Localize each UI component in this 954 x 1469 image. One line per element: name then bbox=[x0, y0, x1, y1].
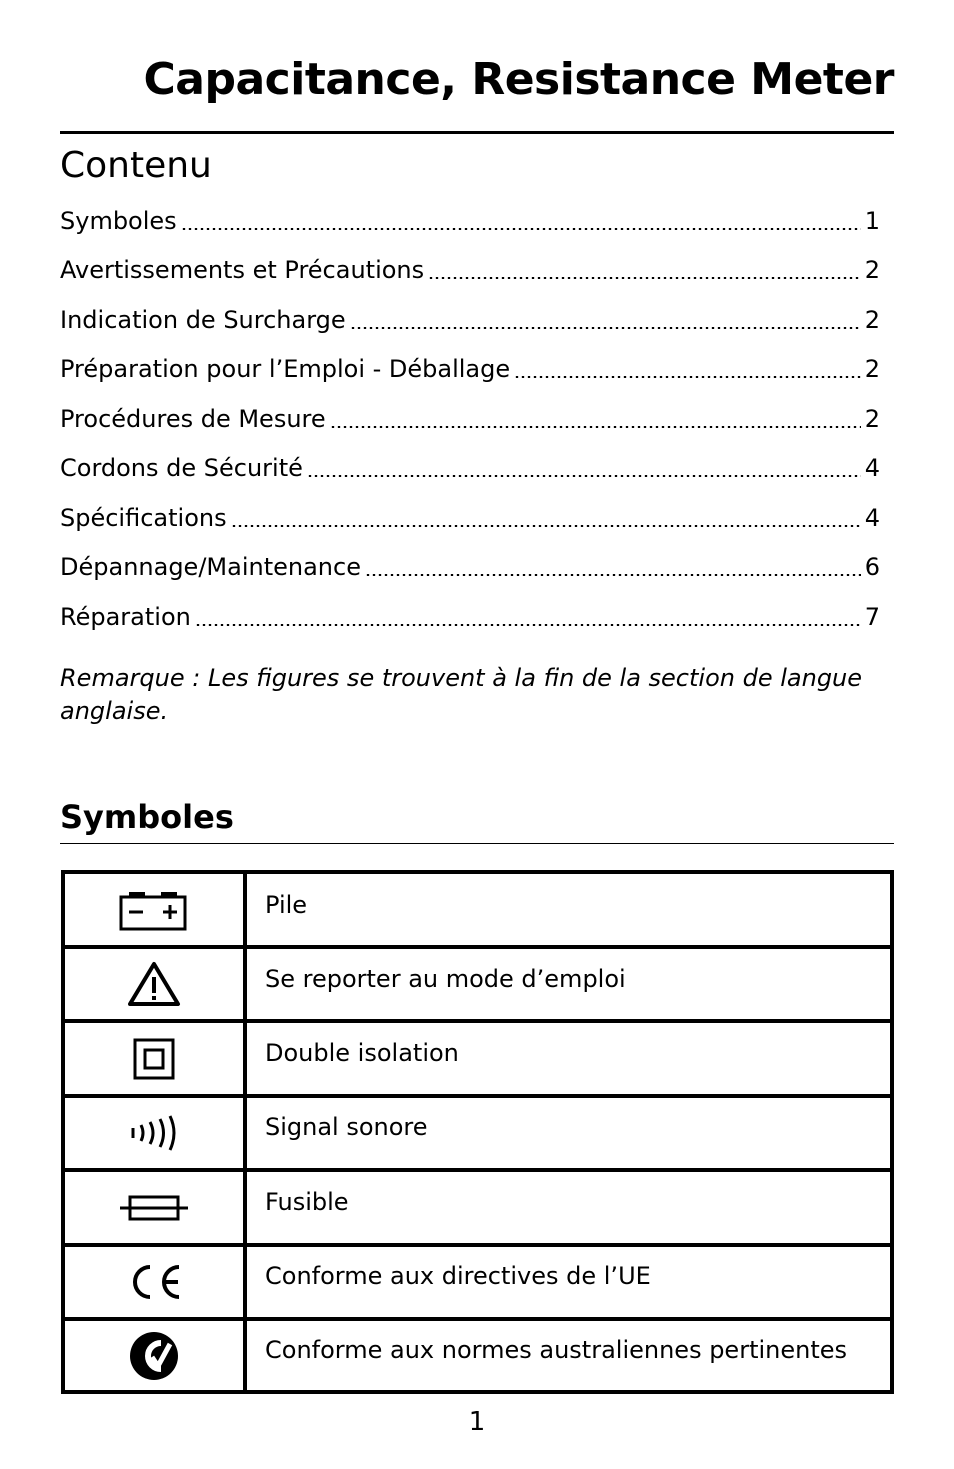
toc-entry[interactable] bbox=[60, 246, 880, 296]
toc-entry[interactable] bbox=[60, 196, 880, 246]
toc-dot-leader bbox=[195, 624, 861, 626]
section-heading-symboles: Symboles bbox=[60, 798, 234, 836]
battery-icon bbox=[119, 889, 189, 931]
toc-entry[interactable] bbox=[60, 543, 880, 593]
toc-entry-label: Spécifications bbox=[60, 503, 227, 532]
document-title: Capacitance, Resistance Meter bbox=[143, 54, 894, 105]
table-row-icon-cell bbox=[65, 1098, 243, 1168]
toc-entry-page: 2 bbox=[864, 256, 880, 285]
toc-dot-leader bbox=[514, 376, 861, 378]
symbol-description: Double isolation bbox=[265, 1039, 459, 1067]
table-column-divider bbox=[243, 874, 247, 1390]
toc-entry-label: Cordons de Sécurité bbox=[60, 454, 303, 483]
symbol-description: Pile bbox=[265, 891, 308, 919]
toc-entry[interactable] bbox=[60, 592, 880, 642]
toc-entry[interactable] bbox=[60, 295, 880, 345]
warning-triangle-icon bbox=[127, 961, 181, 1007]
symbol-description: Fusible bbox=[265, 1188, 349, 1216]
toc-dot-leader bbox=[428, 277, 861, 279]
symbols-table bbox=[61, 870, 894, 1394]
symbol-description: Conforme aux normes australiennes pertinentes bbox=[265, 1336, 848, 1364]
double-insulation-icon bbox=[133, 1038, 175, 1080]
toc-entry-page: 2 bbox=[864, 404, 880, 433]
toc-heading: Contenu bbox=[60, 145, 212, 186]
table-row-icon-cell bbox=[65, 1247, 243, 1317]
table-of-contents bbox=[60, 196, 880, 642]
toc-entry[interactable] bbox=[60, 394, 880, 444]
toc-entry[interactable] bbox=[60, 345, 880, 395]
table-row-icon-cell bbox=[65, 1023, 243, 1094]
toc-entry-page: 2 bbox=[864, 355, 880, 384]
toc-entry-label: Indication de Surcharge bbox=[60, 305, 346, 334]
page-number: 1 bbox=[468, 1407, 486, 1437]
toc-entry-page: 4 bbox=[864, 454, 880, 483]
table-row-icon-cell bbox=[65, 1321, 243, 1390]
toc-dot-leader bbox=[330, 426, 861, 428]
toc-entry-page: 7 bbox=[864, 602, 880, 631]
toc-dot-leader bbox=[350, 327, 861, 329]
toc-entry-label: Procédures de Mesure bbox=[60, 404, 326, 433]
toc-dot-leader bbox=[365, 574, 861, 576]
fuse-icon bbox=[118, 1193, 190, 1223]
beeper-icon bbox=[129, 1113, 179, 1153]
c-tick-icon bbox=[128, 1330, 180, 1382]
figures-note: Remarque : Les figures se trouvent à la fin de la section de langue anglaise. bbox=[60, 664, 863, 725]
toc-dot-leader bbox=[307, 475, 861, 477]
toc-entry-label: Préparation pour l’Emploi - Déballage bbox=[60, 355, 511, 384]
toc-entry-label: Dépannage/Maintenance bbox=[60, 553, 361, 582]
toc-entry-page: 4 bbox=[864, 503, 880, 532]
toc-entry-label: Symboles bbox=[60, 206, 177, 235]
toc-entry-page: 2 bbox=[864, 305, 880, 334]
section-rule bbox=[60, 843, 894, 844]
table-row-icon-cell bbox=[65, 1172, 243, 1243]
toc-entry-page: 1 bbox=[864, 206, 880, 235]
symbol-description: Conforme aux directives de l’UE bbox=[265, 1262, 651, 1290]
toc-entry[interactable] bbox=[60, 444, 880, 494]
ce-mark-icon bbox=[124, 1262, 184, 1302]
table-row-icon-cell bbox=[65, 874, 243, 945]
toc-entry[interactable] bbox=[60, 493, 880, 543]
toc-entry-page: 6 bbox=[864, 553, 880, 582]
toc-dot-leader bbox=[231, 525, 861, 527]
table-row-icon-cell bbox=[65, 949, 243, 1019]
toc-dot-leader bbox=[181, 228, 861, 230]
toc-entry-label: Réparation bbox=[60, 602, 191, 631]
toc-entry-label: Avertissements et Précautions bbox=[60, 256, 425, 285]
title-rule bbox=[60, 131, 894, 134]
symbol-description: Signal sonore bbox=[265, 1113, 428, 1141]
symbol-description: Se reporter au mode d’emploi bbox=[265, 965, 626, 993]
